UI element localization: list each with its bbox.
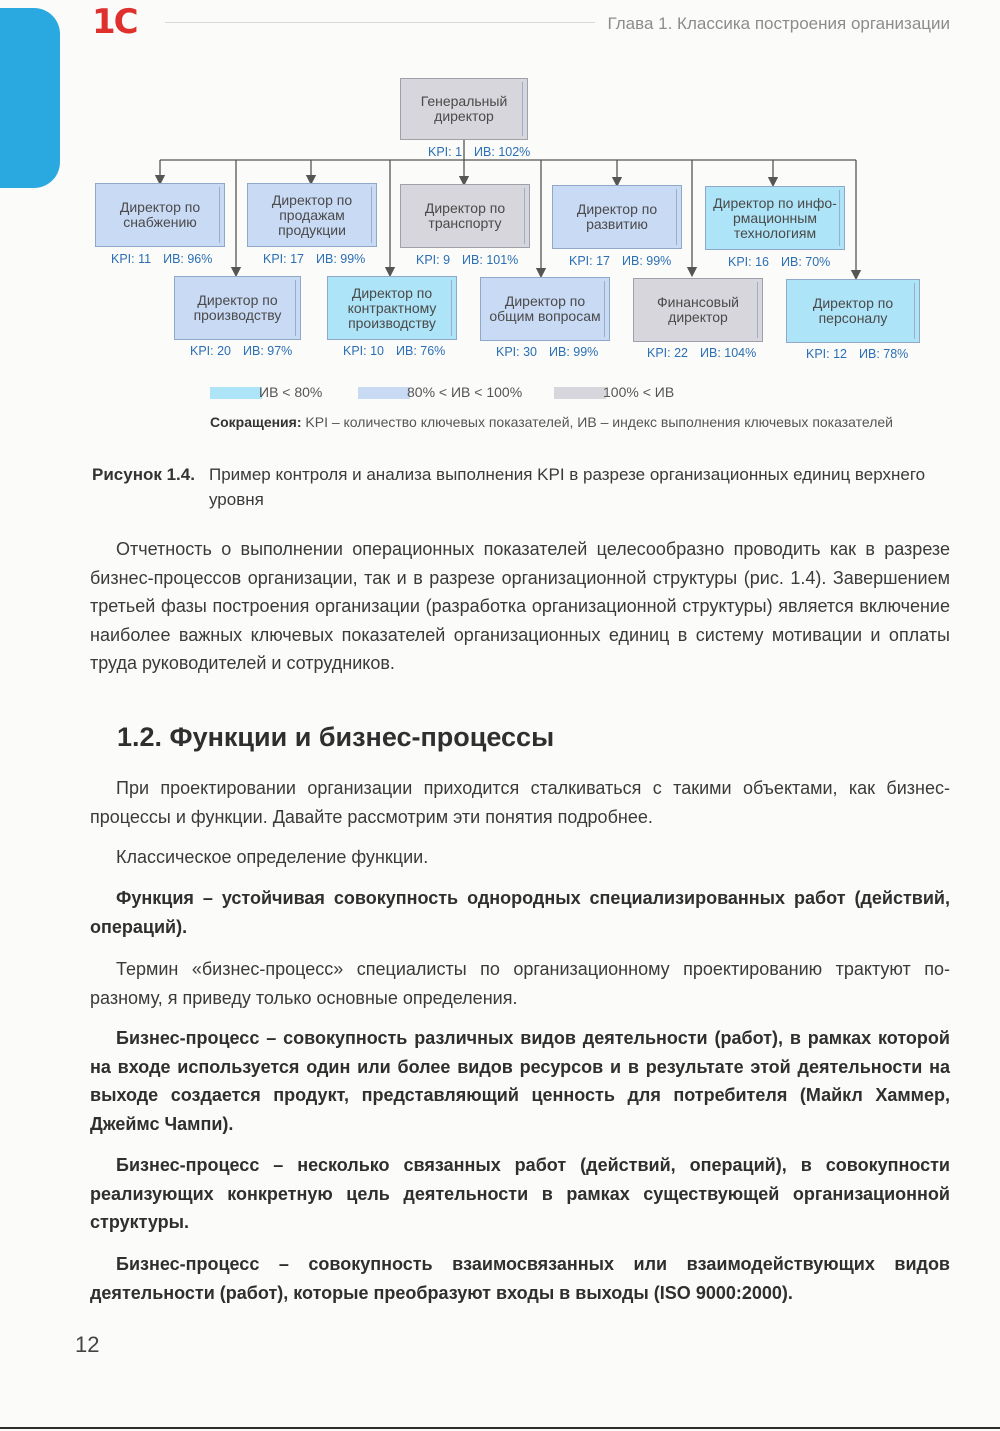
org-kpi-general-affairs <box>496 345 598 359</box>
kpi-index: ИВ: 99% <box>316 252 366 266</box>
org-kpi-finance <box>647 346 756 360</box>
org-box-supply <box>95 183 225 247</box>
kpi-index: ИВ: 70% <box>781 255 831 269</box>
org-box-title: Директор по персоналу <box>812 295 894 326</box>
kpi-count: KPI: 16 <box>728 255 769 269</box>
kpi-index: ИВ: 78% <box>859 347 909 361</box>
figure-caption-text: Пример контроля и анализа выполнения KPI в разрезе организационных единиц верхнего уровня <box>209 465 926 509</box>
kpi-index: ИВ: 101% <box>462 253 519 267</box>
kpi-index: ИВ: 97% <box>243 344 293 358</box>
org-kpi-transport <box>416 253 518 267</box>
legend-swatch-low <box>210 387 262 399</box>
legend-label-low: ИВ < 80% <box>259 384 323 400</box>
definition-business-process-1: Бизнес-процесс – совокупность различных видов деятельности (работ), в рамках которой на входе используется один или более видов ресурсов и в результате этой деятельности на выходе создается продукт, представляющий ценность для потребителя (Майкл Хаммер, Джеймс Чампи). <box>90 1028 950 1134</box>
org-box-transport <box>400 184 530 248</box>
kpi-index: ИВ: 102% <box>474 145 531 159</box>
legend-label-mid: 80% < ИВ < 100% <box>407 384 523 400</box>
page-bottom-edge <box>0 1427 1000 1429</box>
chapter-title: Глава 1. Классика построения организации <box>607 14 950 33</box>
kpi-count: KPI: 10 <box>343 344 384 358</box>
org-box-title: Директор по контрактному производству <box>347 284 437 331</box>
abbreviations-label: Сокращения: <box>210 414 302 430</box>
paragraph-term: Термин «бизнес-процесс» специалисты по организационному проектированию трактуют по-разному, я приведу только основные определения. <box>90 959 950 1008</box>
kpi-count: KPI: 11 <box>111 252 152 266</box>
org-kpi-sales <box>263 252 365 266</box>
legend-label-high: 100% < ИВ <box>603 384 675 400</box>
kpi-count: KPI: 12 <box>806 347 847 361</box>
org-box-finance <box>633 278 763 342</box>
kpi-index: ИВ: 99% <box>622 254 672 268</box>
org-kpi-development <box>569 254 671 268</box>
org-box-title: Директор по развитию <box>576 201 658 232</box>
org-box-title: Финансовый директор <box>657 294 739 325</box>
org-box-title: Директор по транспорту <box>424 200 506 231</box>
org-box-hr <box>786 279 920 343</box>
org-kpi-contract-production <box>343 344 445 358</box>
definition-business-process-3: Бизнес-процесс – совокупность взаимосвязанных или взаимодействующих видов деятельности (работ), которые преобразуют входы в выходы (ISO 9000:2000). <box>90 1254 950 1303</box>
org-box-title: Директор по инфо-рмационным технологиям <box>713 194 837 241</box>
org-kpi-supply <box>111 252 212 266</box>
kpi-count: KPI: 17 <box>263 252 304 266</box>
section-heading: 1.2. Функции и бизнес-процессы <box>117 722 555 752</box>
org-box-title: Генеральный директор <box>420 93 508 124</box>
org-kpi-production <box>190 344 292 358</box>
paragraph-reporting: Отчетность о выполнении операционных показателей целесообразно проводить как в разрезе бизнес-процессов организации, так и в разрезе организационной структуры (рис. 1.4). Завершением третьей фазы построения организации (разработка организационной структуры) является включение наиболее важных ключевых показателей организационных единиц в систему мотивации и оплаты труда руководителей и сотрудников. <box>90 539 950 673</box>
kpi-count: KPI: 9 <box>416 253 451 267</box>
kpi-count: KPI: 30 <box>496 345 537 359</box>
publisher-logo: 1С <box>92 2 137 42</box>
org-box-title: Директор по продажам продукции <box>271 191 353 238</box>
org-kpi-general-director <box>428 145 530 159</box>
org-box-contract-production <box>327 276 457 340</box>
definition-function: Функция – устойчивая совокупность однородных специализированных работ (действий, операций). <box>90 888 950 937</box>
kpi-index: ИВ: 96% <box>163 252 213 266</box>
org-box-general-director <box>400 78 528 140</box>
kpi-index: ИВ: 104% <box>700 346 757 360</box>
kpi-index: ИВ: 76% <box>396 344 446 358</box>
org-box-sales <box>247 183 377 247</box>
org-box-title: Директор по снабжению <box>119 199 201 230</box>
org-box-title: Директор по общим вопросам <box>489 293 601 324</box>
kpi-count: KPI: 20 <box>190 344 231 358</box>
abbreviations-note <box>210 414 893 430</box>
figure-caption <box>92 462 942 512</box>
paragraph-classic-definition: Классическое определение функции. <box>116 847 429 867</box>
abbreviations-text: KPI – количество ключевых показателей, ИВ – индекс выполнения ключевых показателей <box>301 414 893 430</box>
org-box-development <box>552 185 682 249</box>
kpi-count: KPI: 1 <box>428 145 463 159</box>
org-box-general-affairs <box>480 277 610 341</box>
figure-caption-label: Рисунок 1.4. <box>92 465 195 484</box>
legend-swatch-high <box>554 387 606 399</box>
org-kpi-hr <box>806 347 908 361</box>
org-box-title: Директор по производству <box>193 292 282 323</box>
kpi-count: KPI: 22 <box>647 346 688 360</box>
paragraph-intro: При проектировании организации приходится сталкиваться с такими объектами, как бизнес-процессы и функции. Давайте рассмотрим эти понятия подробнее. <box>90 778 950 827</box>
definition-business-process-2: Бизнес-процесс – несколько связанных работ (действий, операций), в совокупности реализующих конкретную цель деятельности в рамках существующей организационной структуры. <box>90 1155 950 1232</box>
org-box-it <box>705 186 845 250</box>
org-box-production <box>174 276 301 340</box>
org-kpi-it <box>728 255 830 269</box>
legend-swatch-mid <box>358 387 410 399</box>
kpi-index: ИВ: 99% <box>549 345 599 359</box>
page-number: 12 <box>75 1332 100 1357</box>
kpi-count: KPI: 17 <box>569 254 610 268</box>
